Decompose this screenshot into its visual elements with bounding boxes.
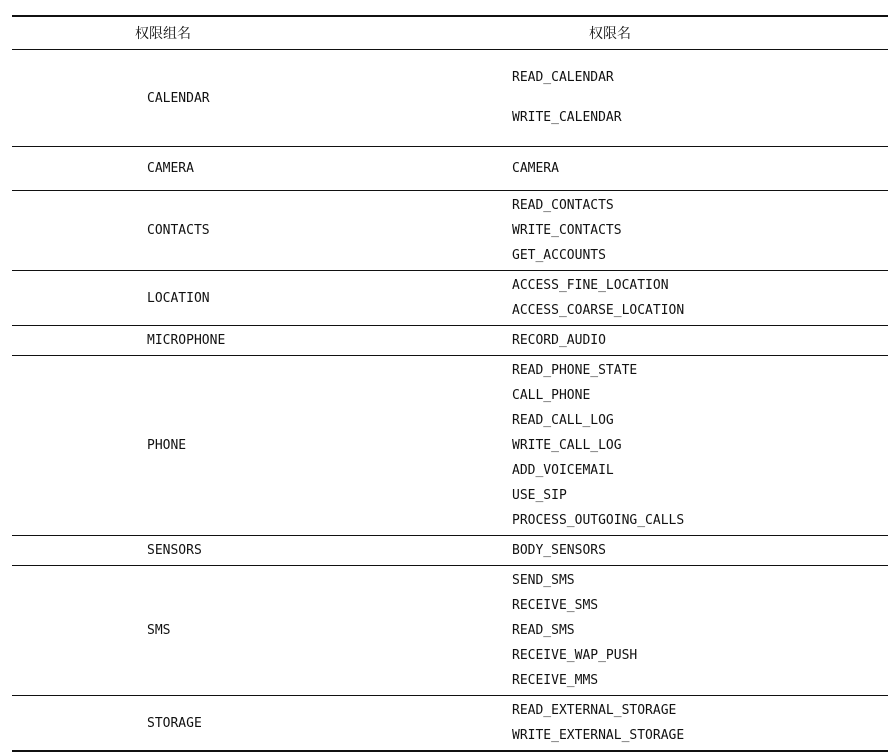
- permission-list-cell: [377, 696, 888, 752]
- permission-list-cell: [377, 191, 888, 271]
- table-row: [12, 50, 888, 147]
- permission-list-cell: [377, 566, 888, 696]
- permission-name: RECEIVE_SMS: [512, 598, 599, 613]
- header-group-name: 权限组名: [135, 26, 191, 42]
- permission-name: CALL_PHONE: [512, 388, 591, 403]
- permission-list-cell: [377, 147, 888, 191]
- table-row: [12, 147, 888, 191]
- table-row: [12, 326, 888, 356]
- table-row: [12, 696, 888, 752]
- permission-name: RECEIVE_WAP_PUSH: [512, 648, 638, 663]
- table-body: [12, 50, 888, 752]
- permission-name: READ_CALL_LOG: [512, 413, 614, 428]
- permission-name: CAMERA: [512, 161, 559, 176]
- permission-name: BODY_SENSORS: [512, 543, 606, 558]
- permission-name: RECEIVE_MMS: [512, 673, 599, 688]
- permission-group-cell: PHONE: [147, 438, 187, 453]
- table-row: [12, 536, 888, 566]
- permission-name: PROCESS_OUTGOING_CALLS: [512, 513, 685, 528]
- table-row: [12, 356, 888, 536]
- permission-name: ADD_VOICEMAIL: [512, 463, 614, 478]
- permission-name: RECORD_AUDIO: [512, 333, 606, 348]
- permission-name: READ_CONTACTS: [512, 198, 614, 213]
- permission-group-cell: CALENDAR: [147, 90, 210, 106]
- header-row: [12, 16, 888, 50]
- permission-name: WRITE_CONTACTS: [512, 223, 622, 238]
- permission-name: READ_PHONE_STATE: [512, 363, 638, 378]
- permission-list-cell: [377, 536, 888, 566]
- table-row: [12, 566, 888, 696]
- permission-name: USE_SIP: [512, 488, 567, 503]
- permission-group-cell: SENSORS: [147, 543, 202, 558]
- permission-list-cell: [377, 326, 888, 356]
- permission-group-cell: CAMERA: [147, 161, 194, 176]
- permission-group-cell: SMS: [147, 623, 171, 638]
- table-row: [12, 271, 888, 326]
- table-row: [12, 191, 888, 271]
- permission-name: WRITE_EXTERNAL_STORAGE: [512, 728, 685, 743]
- permission-name: WRITE_CALL_LOG: [512, 438, 622, 453]
- permission-name: ACCESS_FINE_LOCATION: [512, 278, 669, 293]
- permission-group-cell: STORAGE: [147, 715, 202, 731]
- permission-group-cell: LOCATION: [147, 290, 210, 306]
- table-header: [12, 16, 888, 50]
- permission-name: WRITE_CALENDAR: [512, 110, 622, 125]
- permission-name: READ_SMS: [512, 623, 575, 638]
- header-permission-name: 权限名: [589, 26, 631, 42]
- permission-name: ACCESS_COARSE_LOCATION: [512, 303, 685, 318]
- permission-list-cell: [377, 271, 888, 326]
- permission-name: READ_CALENDAR: [512, 70, 614, 85]
- permission-name: READ_EXTERNAL_STORAGE: [512, 703, 677, 718]
- permission-name: GET_ACCOUNTS: [512, 248, 606, 263]
- permission-list-cell: [377, 356, 888, 536]
- permission-group-cell: MICROPHONE: [147, 333, 226, 348]
- permission-name: SEND_SMS: [512, 573, 575, 588]
- permission-group-cell: CONTACTS: [147, 223, 210, 238]
- permissions-table: [12, 15, 888, 752]
- permission-list-cell: [377, 50, 888, 147]
